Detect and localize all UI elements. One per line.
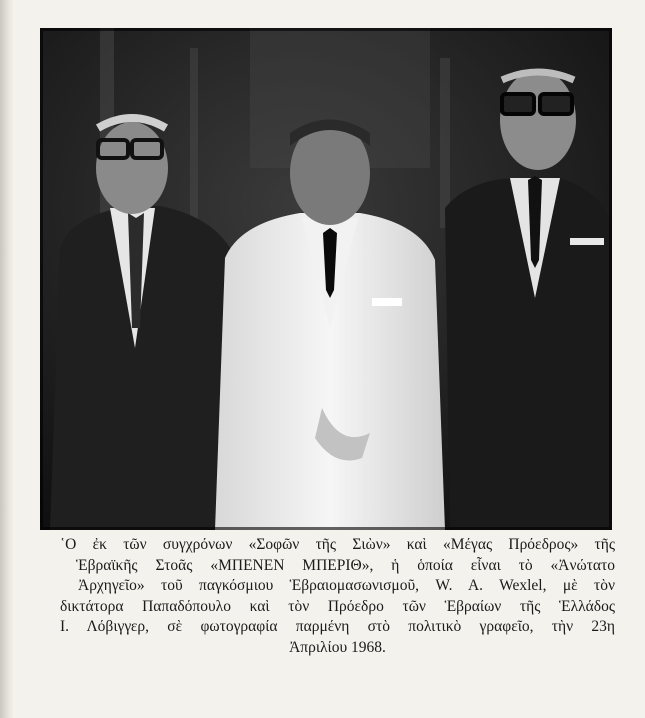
caption-line: Ι. Λόβιγγερ, σὲ φωτογραφία παρμένη στὸ πολιτικὸ γραφεῖο, τὴν 23η (60, 618, 615, 635)
caption-line: δικτάτορα Παπαδόπουλο καὶ τὸν Πρόεδρο τῶν Ἑβραίων τῆς Ἑλλάδος (60, 597, 615, 615)
black-and-white-photograph (40, 28, 612, 530)
caption-line: Ἑβραϊκῆς Στοᾶς «ΜΠΕΝΕΝ ΜΠΕΡΙΘ», ἡ ὁποία εἶναι τὸ «Ἀνώτατο (76, 556, 615, 574)
caption-line: Ἀπριλίου 1968. (289, 638, 386, 656)
caption-line: ῾Ο ἐκ τῶν συγχρόνων «Σοφῶν τῆς Σιὼν» καὶ «Μέγας Πρόεδρος» τῆς (60, 536, 615, 553)
caption-line: Ἀρχηγεῖο» τοῦ παγκόσμιου Ἑβραιομασωνισμοῦ, W. A. Wexlel, μὲ τὸν (78, 577, 615, 594)
page-spine-shadow (0, 0, 14, 718)
photo-caption (60, 535, 615, 658)
